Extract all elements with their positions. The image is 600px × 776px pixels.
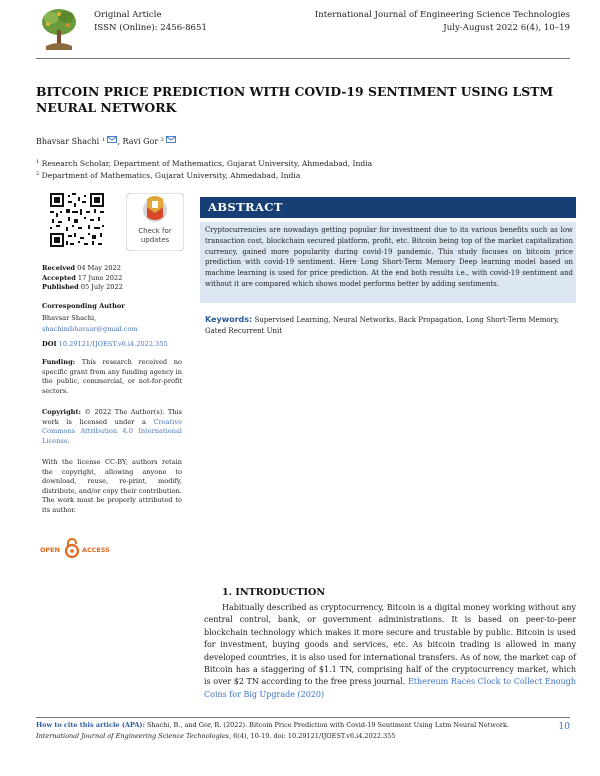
- published-label: Published: [42, 283, 79, 292]
- qr-code-icon[interactable]: [50, 193, 104, 247]
- header-divider: [36, 58, 570, 59]
- funding-label: Funding:: [42, 358, 76, 366]
- author-separator: ,: [117, 137, 123, 146]
- open-access-right: ACCESS: [82, 546, 110, 554]
- corresponding-author-label: Corresponding Author: [42, 302, 125, 310]
- abstract-text: Cryptocurrencies are nowadays getting popular for investment due to its various benefits such as low transaction cost, blockchain secured platform, profit, etc. Bitcoin being top of the market capitalization currency, gained more popularity during covid-19 pandemic. This study focuses on bitcoin price prediction with covid-19 sentiment. Here Long Short-Term Memory Deep learning model based on machine learning is used for price prediction. At the end both results i.e., with covid-19 sentiment and without it are compared which shows model performs better by adding sentiments.: [205, 226, 573, 288]
- doi-link[interactable]: 10.29121/IJOEST.v6.i4.2022.355: [58, 340, 168, 348]
- funding-statement: [42, 358, 182, 396]
- author-2-name: Ravi Gor: [122, 137, 159, 146]
- introduction-text: [204, 602, 576, 701]
- open-access-left: OPEN: [40, 546, 60, 554]
- introduction-heading: 1. INTRODUCTION: [222, 587, 326, 598]
- corresponding-author-name: Bhavsar Shachi,: [42, 314, 97, 322]
- affiliation-2: [36, 171, 300, 180]
- license-period: .: [67, 436, 70, 445]
- cite-label: How to cite this article (APA):: [36, 721, 145, 729]
- header-left: [94, 9, 207, 35]
- article-type: Original Article: [94, 10, 162, 20]
- citation-footer: [36, 720, 536, 741]
- cite-text-1: Shachi, B., and Gor, R. (2022). Bitcoin Price Prediction with Covid-19 Sentiment Using Lstm Neural Network.: [146, 721, 509, 729]
- license-statement: With the license CC-BY, authors retain the copyright, allowing anyone to download, reuse, re-print, modify, distribute, and/or copy their contribution. The work must be properly attributed to its author.: [42, 458, 182, 514]
- affiliation-1: [36, 159, 372, 168]
- accepted-date: 17 June 2022: [77, 273, 123, 282]
- received-label: Received: [42, 264, 76, 272]
- mail-icon[interactable]: [107, 136, 117, 143]
- page-number: 10: [558, 722, 570, 732]
- author-1-superscript: 1: [101, 137, 105, 143]
- doi-label: DOI: [42, 340, 57, 348]
- abstract-heading: ABSTRACT: [208, 200, 283, 214]
- author-2-superscript: 2: [160, 137, 164, 143]
- affiliation-1-text: Research Scholar, Department of Mathematics, Gujarat University, Ahmedabad, India: [41, 159, 373, 168]
- accepted-label: Accepted: [42, 273, 76, 282]
- affiliation-1-superscript: 1: [36, 159, 40, 165]
- check-for-updates-line1: Check for: [138, 227, 172, 235]
- mail-icon[interactable]: [166, 136, 176, 143]
- paper-title: BITCOIN PRICE PREDICTION WITH COVID-19 SENTIMENT USING LSTM NEURAL NETWORK: [36, 84, 554, 115]
- affiliation-2-superscript: 2: [36, 171, 40, 177]
- introduction-body: Habitually described as cryptocurrency, Bitcoin is a digital money working without any central control, bank, or government administrations. It is based on peer-to-peer blockchain technology which makes it more secure and trustable by public. Bitcoin is used for investment, buying goods and services, etc. As bitcoin trading is allowed in many developed countries, it is also used for international transfers. As of now, the market cap of Bitcoin has a staggering of $1.1 TN, comprising half of the cryptocurrency market, which is over $2 TN according to the free press journal.: [204, 603, 576, 687]
- keywords: [205, 314, 575, 337]
- keywords-text: Supervised Learning, Neural Networks, Back Propagation, Long Short-Term Memory, Gated Recurrent Unit: [205, 316, 560, 335]
- keywords-label: Keywords:: [205, 315, 253, 324]
- check-for-updates-line2: updates: [140, 235, 170, 244]
- copyright-label: Copyright:: [42, 408, 81, 416]
- header-right: [315, 9, 570, 35]
- license-link[interactable]: Creative Commons Attribution 4.0 International License: [42, 417, 182, 445]
- doi-line: [42, 340, 182, 350]
- footer-divider: [36, 717, 570, 718]
- affiliation-2-text: Department of Mathematics, Gujarat University, Ahmedabad, India: [41, 171, 301, 180]
- corresponding-author-email[interactable]: shachimbhavsar@gmail.com: [42, 325, 138, 333]
- cite-text-2: 6(4), 10-19. doi: 10.29121/IJOEST.v6.i4.2022.355: [233, 731, 396, 740]
- cite-journal: International Journal of Engineering Science Technologies,: [36, 731, 232, 740]
- journal-name: International Journal of Engineering Science Technologies: [314, 10, 570, 20]
- open-access-lock-icon: [64, 538, 80, 558]
- introduction-citation-link[interactable]: Ethereum Races Clock to Collect Enough Coins for Big Upgrade (2020): [204, 677, 577, 699]
- copyright-text: © 2022 The Author(s). This work is licensed under a: [42, 408, 182, 426]
- article-dates: [42, 264, 182, 293]
- funding-text: This research received no specific grant from any funding agency in the public, commercial, or not-for-profit sectors.: [42, 358, 182, 395]
- copyright-statement: [42, 408, 182, 446]
- received-date: 04 May 2022: [77, 264, 121, 272]
- published-date: 05 July 2022: [80, 283, 123, 292]
- journal-issue: July-August 2022 6(4), 10–19: [443, 23, 570, 33]
- check-for-updates-label[interactable]: [126, 227, 184, 244]
- journal-logo-tree-icon: [38, 6, 80, 52]
- author-line: [36, 136, 176, 146]
- author-1-name: Bhavsar Shachi: [36, 137, 100, 146]
- issn: ISSN (Online): 2456-8651: [94, 23, 207, 33]
